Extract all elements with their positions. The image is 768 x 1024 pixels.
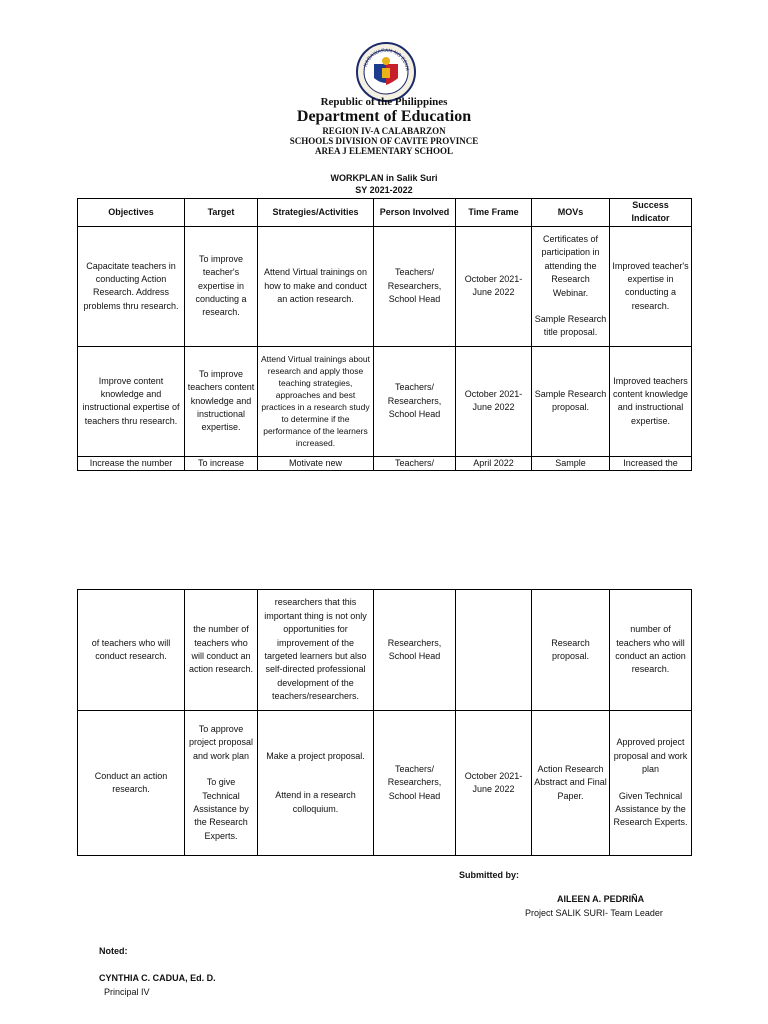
- person-cell: Teachers/: [374, 456, 456, 470]
- strategy-cell: Attend Virtual trainings on how to make and conduct an action research.: [258, 226, 374, 346]
- strategy-text: Make a project proposal.: [266, 750, 365, 761]
- movs-cell: [532, 226, 610, 346]
- table-header-row: [78, 199, 692, 227]
- column-header: Target: [185, 199, 258, 227]
- movs-text-2: Sample Research title proposal.: [534, 313, 607, 338]
- workplan-title: WORKPLAN in Salik Suri: [330, 173, 438, 183]
- indicator-cell: number of teachers who will conduct an action research.: [610, 590, 692, 711]
- column-header: Success Indicator: [610, 199, 692, 227]
- target-cell: To increase: [185, 456, 258, 470]
- header-division: SCHOOLS DIVISION OF CAVITE PROVINCE: [289, 136, 479, 146]
- noted-label: Noted:: [99, 946, 128, 956]
- objective-cell: of teachers who will conduct research.: [78, 590, 185, 711]
- column-header: Person Involved: [374, 199, 456, 227]
- column-header: MOVs: [532, 199, 610, 227]
- header-department: Department of Education: [296, 108, 472, 125]
- indicator-cell: [610, 711, 692, 856]
- column-header: Objectives: [78, 199, 185, 227]
- strategy-cell: researchers that this important thing is not only opportunities for improvement of the targeted learners but also self-directed professional development of the teachers/researchers.: [258, 590, 374, 711]
- target-cell: To improve teacher's expertise in conducting a research.: [185, 226, 258, 346]
- person-cell: Teachers/ Researchers, School Head: [374, 226, 456, 346]
- time-cell: October 2021- June 2022: [456, 346, 532, 456]
- person-cell: Teachers/ Researchers, School Head: [374, 346, 456, 456]
- table-row: [78, 226, 692, 346]
- time-cell: April 2022: [456, 456, 532, 470]
- header-republic: Republic of the Philippines: [320, 96, 448, 108]
- objective-cell: Capacitate teachers in conducting Action Research. Address problems thru research.: [78, 226, 185, 346]
- workplan-table: [77, 198, 692, 471]
- time-cell: [456, 590, 532, 711]
- column-header: Strategies/Activities: [258, 199, 374, 227]
- target-cell: To improve teachers content knowledge and instructional expertise.: [185, 346, 258, 456]
- time-cell: October 2021- June 2022: [456, 711, 532, 856]
- movs-cell: Sample Research proposal.: [532, 346, 610, 456]
- movs-cell: Action Research Abstract and Final Paper.: [532, 711, 610, 856]
- header-region: REGION IV-A CALABARZON: [322, 126, 446, 136]
- leader-title: Project SALIK SURI- Team Leader: [525, 908, 663, 918]
- indicator-cell: Improved teacher's expertise in conducting a research.: [610, 226, 692, 346]
- strategy-text-2: Attend in a research colloquium.: [275, 790, 356, 814]
- svg-text:KAGAWARAN NG EDUKASYON: KAGAWARAN NG EDUK: [362, 47, 411, 72]
- strategy-cell: [258, 711, 374, 856]
- person-cell: Teachers/ Researchers, School Head: [374, 711, 456, 856]
- target-text: To approve project proposal and work plan: [188, 723, 254, 761]
- person-cell: Researchers, School Head: [374, 590, 456, 711]
- school-year: SY 2021-2022: [355, 185, 413, 195]
- submitted-by-label: Submitted by:: [459, 870, 519, 880]
- principal-name: CYNTHIA C. CADUA, Ed. D.: [99, 973, 216, 983]
- indicator-cell: Increased the: [610, 456, 692, 470]
- principal-title: Principal IV: [104, 987, 150, 997]
- indicator-text-2: Given Technical Assistance by the Research Experts.: [613, 790, 688, 828]
- movs-cell: Sample: [532, 456, 610, 470]
- table-row: [78, 346, 692, 456]
- table-row: [78, 456, 692, 470]
- objective-cell: Conduct an action research.: [78, 711, 185, 856]
- target-cell: the number of teachers who will conduct an action research.: [185, 590, 258, 711]
- strategy-cell: Attend Virtual trainings about research and apply those teaching strategies, approaches and best practices in a research study to determine if the performance of the learners increased.: [258, 346, 374, 456]
- workplan-table-continued: [77, 589, 692, 856]
- target-text-2: To give Technical Assistance by the Research Experts.: [193, 777, 249, 841]
- movs-cell: Research proposal.: [532, 590, 610, 711]
- time-cell: October 2021- June 2022: [456, 226, 532, 346]
- table-row: [78, 590, 692, 711]
- indicator-text: Approved project proposal and work plan: [613, 737, 688, 775]
- strategy-cell: Motivate new: [258, 456, 374, 470]
- objective-cell: Improve content knowledge and instructional expertise of teachers thru research.: [78, 346, 185, 456]
- objective-cell: Increase the number: [78, 456, 185, 470]
- table-row: [78, 711, 692, 856]
- column-header: Time Frame: [456, 199, 532, 227]
- target-cell: [185, 711, 258, 856]
- header-school: AREA J ELEMENTARY SCHOOL: [315, 146, 453, 156]
- leader-name: AILEEN A. PEDRIÑA: [557, 894, 645, 904]
- indicator-cell: Improved teachers content knowledge and instructional expertise.: [610, 346, 692, 456]
- deped-seal-logo: [356, 42, 416, 102]
- movs-text: Certificates of participation in attending the Research Webinar.: [541, 233, 600, 298]
